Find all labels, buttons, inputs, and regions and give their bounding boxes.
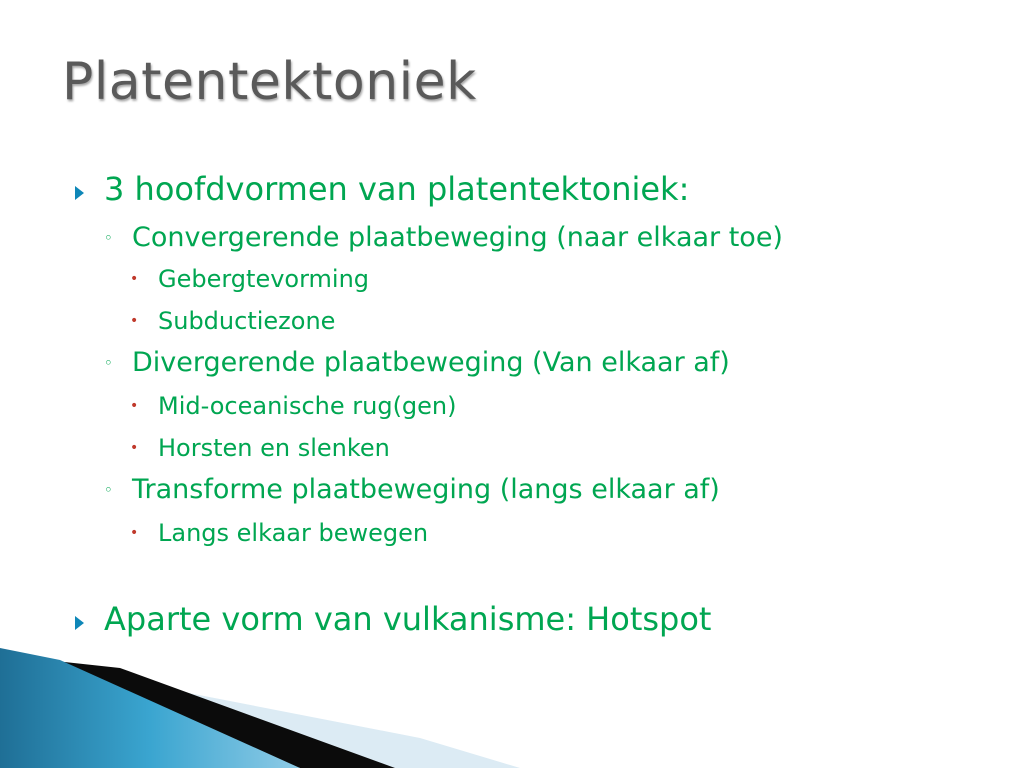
slide-title: Platentektoniek [62, 52, 477, 112]
open-circle-bullet-icon: ◦ [104, 353, 113, 372]
bullet-text: Transforme plaatbeweging (langs elkaar af) [132, 474, 720, 505]
open-circle-bullet-icon: ◦ [104, 228, 113, 247]
open-circle-bullet-icon: ◦ [104, 480, 113, 499]
bullet-text: Langs elkaar bewegen [158, 519, 429, 547]
bullet-text: Aparte vorm van vulkanisme: Hotspot [104, 600, 712, 638]
dot-bullet-icon: • [130, 398, 139, 414]
dot-bullet-icon: • [130, 440, 139, 456]
dot-bullet-icon: • [130, 271, 139, 287]
bullet-text: 3 hoofdvormen van platentektoniek: [104, 170, 690, 208]
bullet-text: Divergerende plaatbeweging (Van elkaar af) [132, 347, 730, 378]
bullet-text: Gebergtevorming [158, 265, 370, 293]
bullet-text: Horsten en slenken [158, 434, 390, 462]
bullet-text: Subductiezone [158, 307, 336, 335]
dot-bullet-icon: • [130, 313, 139, 329]
bullet-text: Mid-oceanische rug(gen) [158, 392, 457, 420]
dot-bullet-icon: • [130, 525, 139, 541]
bullet-text: Convergerende plaatbeweging (naar elkaar toe) [132, 222, 783, 253]
